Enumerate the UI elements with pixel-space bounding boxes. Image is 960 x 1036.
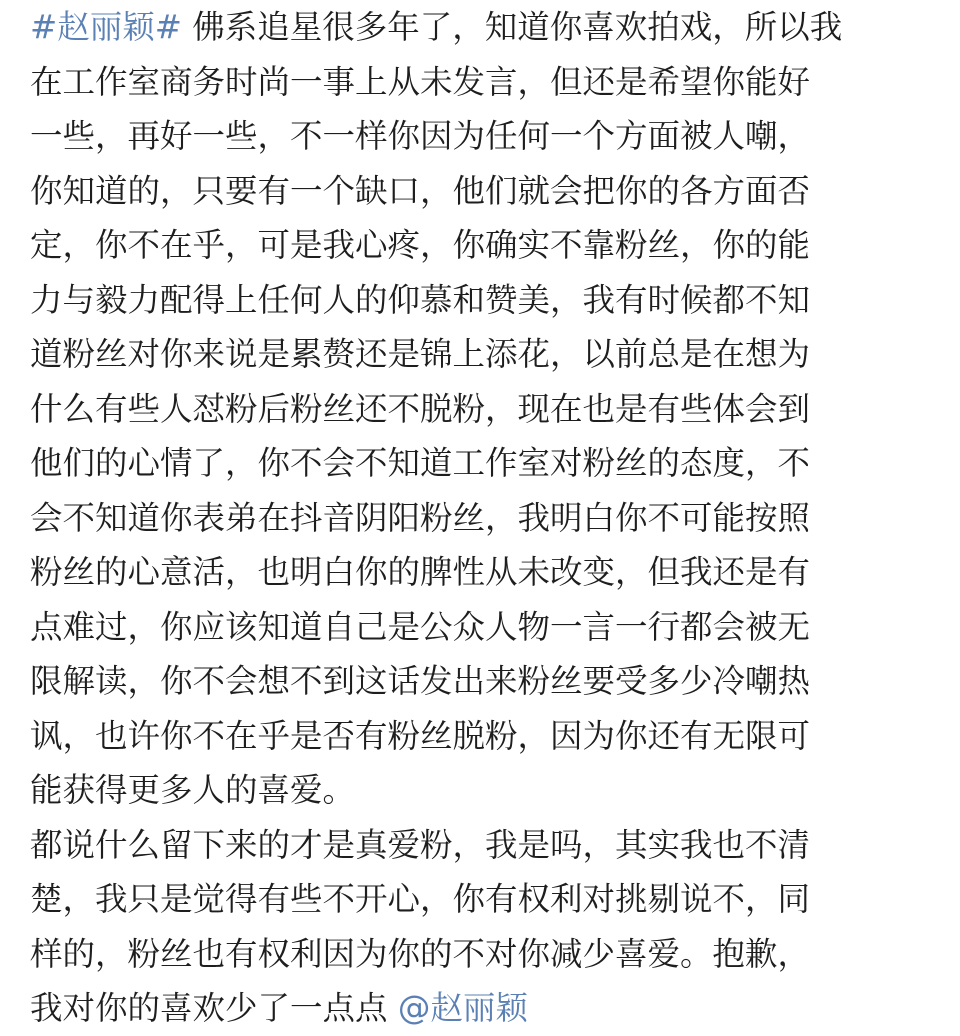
text-line: 你知道的，只要有一个缺口，他们就会把你的各方面否	[30, 171, 811, 210]
text-line: 什么有些人怼粉后粉丝还不脱粉，现在也是有些体会到	[30, 389, 811, 428]
text-line: 样的，粉丝也有权利因为你的不对你减少喜爱。抱歉，	[30, 934, 811, 973]
text-line: 限解读，你不会想不到这话发出来粉丝要受多少冷嘲热	[30, 662, 811, 700]
hashtag-link[interactable]: #赵丽颖#	[30, 8, 182, 46]
text-line: 能获得更多人的喜爱。	[30, 771, 356, 809]
text-line: 道粉丝对你来说是累赘还是锦上添花，以前总是在想为	[30, 335, 811, 373]
paragraph-1	[30, 0, 935, 818]
text-line: 在工作室商务时尚一事上从未发言，但还是希望你能好	[30, 62, 811, 101]
text-line: 粉丝的心意活，也明白你的脾性从未改变，但我还是有	[30, 553, 811, 591]
post-text	[30, 0, 935, 1036]
text-line: 他们的心情了，你不会不知道工作室对粉丝的态度，不	[30, 444, 811, 482]
line-text: 我对你的喜欢少了一点点	[30, 989, 398, 1027]
text-line: 力与毅力配得上任何人的仰慕和赞美，我有时候都不知	[30, 280, 811, 319]
text-line: 都说什么留下来的才是真爱粉，我是吗，其实我也不清	[30, 825, 811, 864]
text-line: 定，你不在乎，可是我心疼，你确实不靠粉丝，你的能	[30, 226, 811, 264]
text-line	[30, 981, 935, 1036]
text-line	[30, 0, 935, 55]
line-text: 佛系追星很多年了，知道你喜欢拍戏，所以我	[181, 8, 843, 46]
text-line: 讽，也许你不在乎是否有粉丝脱粉，因为你还有无限可	[30, 716, 811, 755]
paragraph-2	[30, 818, 935, 1036]
text-line: 点难过，你应该知道自己是公众人物一言一行都会被无	[30, 607, 811, 646]
text-line: 一些，再好一些，不一样你因为任何一个方面被人嘲，	[30, 117, 811, 155]
text-line: 会不知道你表弟在抖音阴阳粉丝，我明白你不可能按照	[30, 498, 811, 537]
text-line: 楚，我只是觉得有些不开心，你有权利对挑剔说不，同	[30, 880, 811, 918]
mention-link[interactable]: @赵丽颖	[397, 989, 528, 1027]
